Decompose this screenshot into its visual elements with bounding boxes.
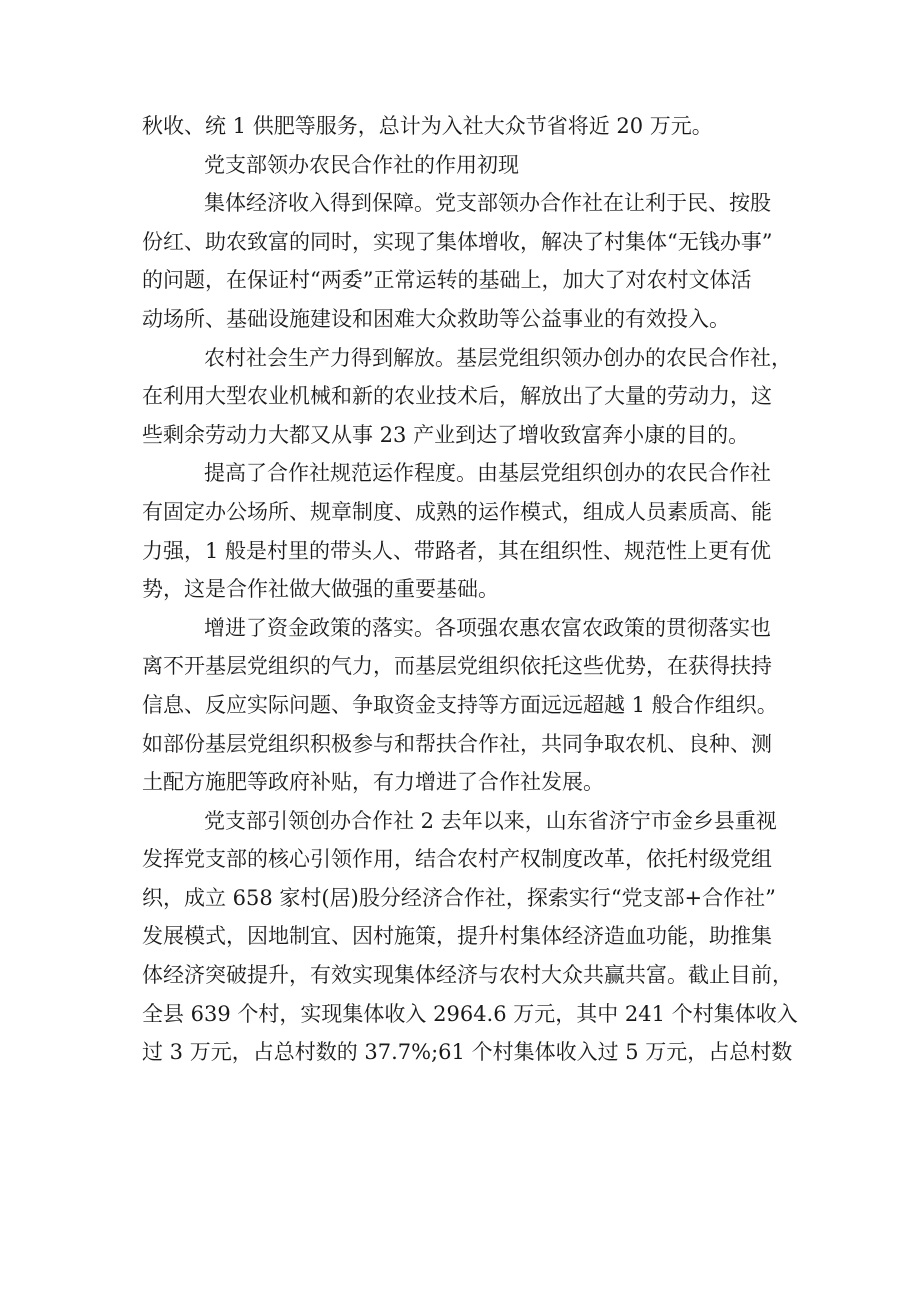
text-line: 动场所、基础设施建设和困难大众救助等公益事业的有效投入。 xyxy=(142,306,730,331)
text-line: 份红、助农致富的同时，实现了集体增收，解决了村集体“无钱办事” xyxy=(142,229,773,254)
text-line: 发展模式，因地制宜、因村施策，提升村集体经济造血功能，助推集 xyxy=(142,924,772,949)
text-line: 信息、反应实际问题、争取资金支持等方面远远超越 1 般合作组织。 xyxy=(142,692,778,717)
text-line: 势，这是合作社做大做强的重要基础。 xyxy=(142,577,499,602)
text-line: 在利用大型农业机械和新的农业技术后，解放出了大量的劳动力，这 xyxy=(142,384,772,409)
text-line: 织，成立 658 家村(居)股分经济合作社，探索实行“党支部+合作社” xyxy=(142,885,776,910)
text-line: 集体经济收入得到保障。党支部领办合作社在让利于民、按股 xyxy=(204,191,771,216)
text-line: 过 3 万元，占总村数的 37.7%;61 个村集体收入过 5 万元，占总村数 xyxy=(142,1040,793,1065)
text-line: 增进了资金政策的落实。各项强农惠农富农政策的贯彻落实也 xyxy=(204,615,771,640)
text-line: 的问题，在保证村“两委”正常运转的基础上，加大了对农村文体活 xyxy=(142,268,752,293)
text-line: 有固定办公场所、规章制度、成熟的运作模式，组成人员素质高、能 xyxy=(142,499,772,524)
text-line: 如部份基层党组织积极参与和帮扶合作社，共同争取农机、良种、测 xyxy=(142,731,772,756)
text-line: 体经济突破提升，有效实现集体经济与农村大众共赢共富。截止目前， xyxy=(142,963,793,988)
text-line: 全县 639 个村，实现集体收入 2964.6 万元，其中 241 个村集体收入 xyxy=(142,1001,798,1026)
document-body xyxy=(142,107,798,1072)
text-line: 党支部引领创办合作社 2 去年以来，山东省济宁市金乡县重视 xyxy=(204,808,777,833)
text-line: 土配方施肥等政府补贴，有力增进了合作社发展。 xyxy=(142,770,604,795)
section-heading: 党支部领办农民合作社的作用初现 xyxy=(204,152,519,177)
text-line: 些剩余劳动力大都又从事 23 产业到达了增收致富奔小康的目的。 xyxy=(142,422,750,447)
text-line: 力强，1 般是村里的带头人、带路者，其在组织性、规范性上更有优 xyxy=(142,538,772,563)
text-line: 提高了合作社规范运作程度。由基层党组织创办的农民合作社 xyxy=(204,461,771,486)
text-line: 离不开基层党组织的气力，而基层党组织依托这些优势，在获得扶持 xyxy=(142,654,772,679)
text-line: 秋收、统 1 供肥等服务，总计为入社大众节省将近 20 万元。 xyxy=(142,114,713,138)
text-line: 农村社会生产力得到解放。基层党组织领办创办的农民合作社， xyxy=(204,345,792,370)
text-line: 发挥党支部的核心引领作用，结合农村产权制度改革，依托村级党组 xyxy=(142,847,772,872)
